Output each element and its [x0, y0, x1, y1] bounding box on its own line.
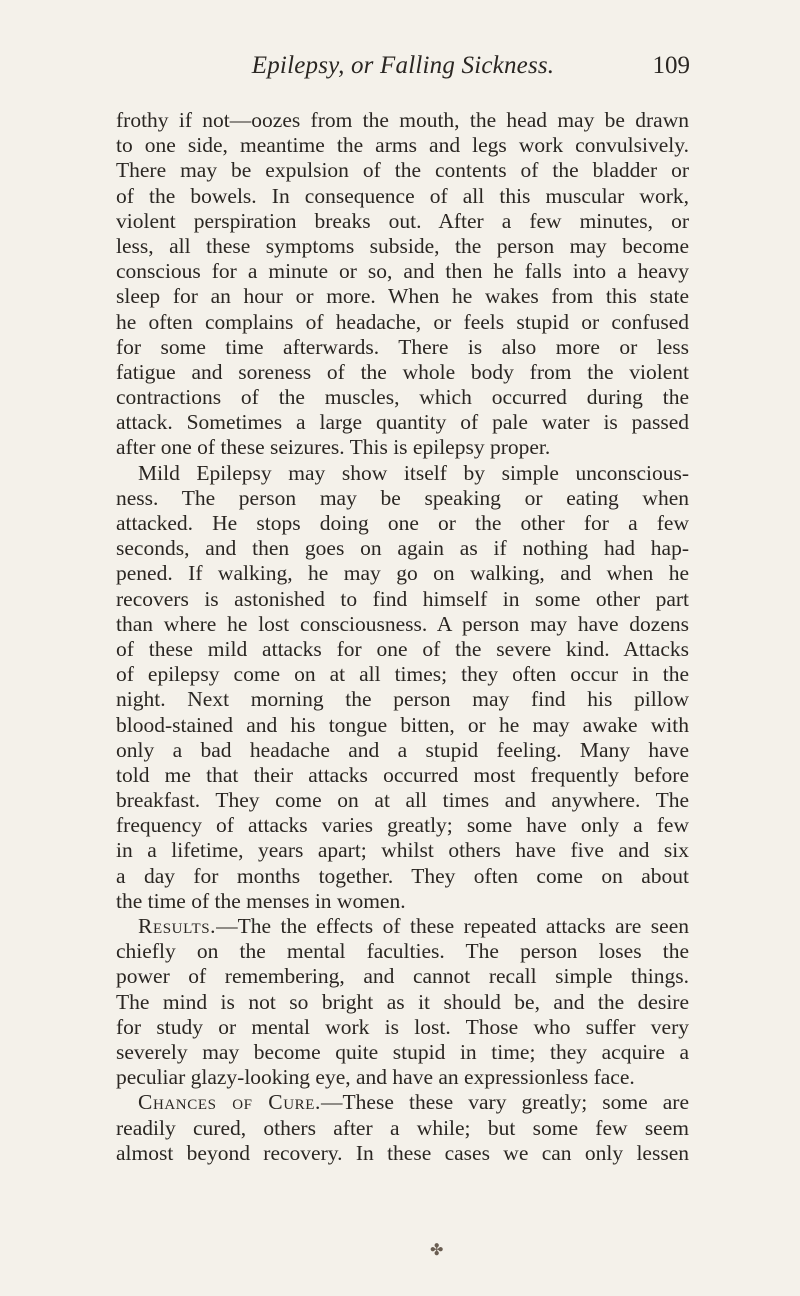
- chances-heading: Chances of Cure.: [138, 1090, 322, 1115]
- text-line: readily cured, others after a while; but some few seem: [116, 1115, 689, 1140]
- text-line: almost beyond recovery. In these cases we can only lessen: [116, 1140, 689, 1165]
- body-text: [116, 108, 689, 1166]
- paragraph-results: Results.—The the effects of these repeated attacks are seen: [138, 914, 689, 938]
- text-line: fatigue and soreness of the whole body from the violent: [116, 359, 689, 384]
- text-line: night. Next morning the person may find his pillow: [116, 687, 689, 712]
- text-line: of the bowels. In consequence of all this muscular work,: [116, 183, 689, 208]
- text-line: for study or mental work is lost. Those who suffer very: [116, 1014, 689, 1039]
- text-line: frothy if not—oozes from the mouth, the head may be drawn: [116, 108, 689, 132]
- text-line: There may be expulsion of the contents of the bladder or: [116, 158, 689, 183]
- text-line: frequency of attacks varies greatly; some have only a few: [116, 813, 689, 838]
- text-line: for some time afterwards. There is also more or less: [116, 334, 689, 359]
- printer-mark-icon: ✤: [430, 1242, 444, 1259]
- text-line: told me that their attacks occurred most frequently before: [116, 762, 689, 787]
- text-line: seconds, and then goes on again as if nothing had hap-: [116, 536, 689, 561]
- text-line: of these mild attacks for one of the severe kind. Attacks: [116, 636, 689, 661]
- text-line: in a lifetime, years apart; whilst others have five and six: [116, 838, 689, 863]
- text-line: ness. The person may be speaking or eating when: [116, 485, 689, 510]
- text-line: than where he lost consciousness. A person may have dozens: [116, 611, 689, 636]
- paragraph-chances-of-cure: Chances of Cure.—These these vary greatly; some are: [138, 1090, 690, 1115]
- text-line: he often complains of headache, or feels stupid or confused: [116, 309, 689, 334]
- text-line: to one side, meantime the arms and legs work convulsively.: [116, 133, 689, 158]
- text-line: the time of the menses in women.: [116, 888, 406, 913]
- text-line: after one of these seizures. This is epilepsy proper.: [116, 435, 551, 460]
- text-line: conscious for a minute or so, and then he falls into a heavy: [116, 259, 689, 284]
- text-line: of epilepsy come on at all times; they often occur in the: [116, 662, 689, 687]
- text-line: only a bad headache and a stupid feeling. Many have: [116, 737, 689, 762]
- text-line: The mind is not so bright as it should be, and the desire: [116, 989, 689, 1014]
- running-title: Epilepsy, or Falling Sickness.: [251, 52, 555, 79]
- text-line: a day for months together. They often come on about: [116, 863, 689, 888]
- text-line: pened. If walking, he may go on walking, and when he: [116, 561, 689, 586]
- results-heading: Results.: [138, 914, 217, 938]
- text-line: sleep for an hour or more. When he wakes from this state: [116, 284, 689, 309]
- text-line: blood-stained and his tongue bitten, or he may awake with: [116, 712, 689, 737]
- page-number: 109: [652, 52, 690, 79]
- text-line: violent perspiration breaks out. After a few minutes, or: [116, 208, 689, 233]
- text-line: breakfast. They come on at all times and anywhere. The: [116, 788, 689, 813]
- running-head: [116, 52, 690, 92]
- text-line: peculiar glazy-looking eye, and have an expressionless face.: [116, 1065, 635, 1090]
- text-line: severely may become quite stupid in time; they acquire a: [116, 1039, 689, 1064]
- text-line: less, all these symptoms subside, the person may become: [116, 233, 689, 258]
- paragraph-mild-epilepsy: Mild Epilepsy may show itself by simple unconscious-: [138, 460, 689, 485]
- text-line: attacked. He stops doing one or the other for a few: [116, 511, 689, 535]
- text-line: recovers is astonished to find himself in some other part: [116, 586, 689, 611]
- text-line: contractions of the muscles, which occurred during the: [116, 385, 689, 410]
- text-line: power of remembering, and cannot recall simple things.: [116, 964, 689, 989]
- text-line: attack. Sometimes a large quantity of pale water is passed: [116, 410, 689, 435]
- text-line: chiefly on the mental faculties. The person loses the: [116, 939, 689, 964]
